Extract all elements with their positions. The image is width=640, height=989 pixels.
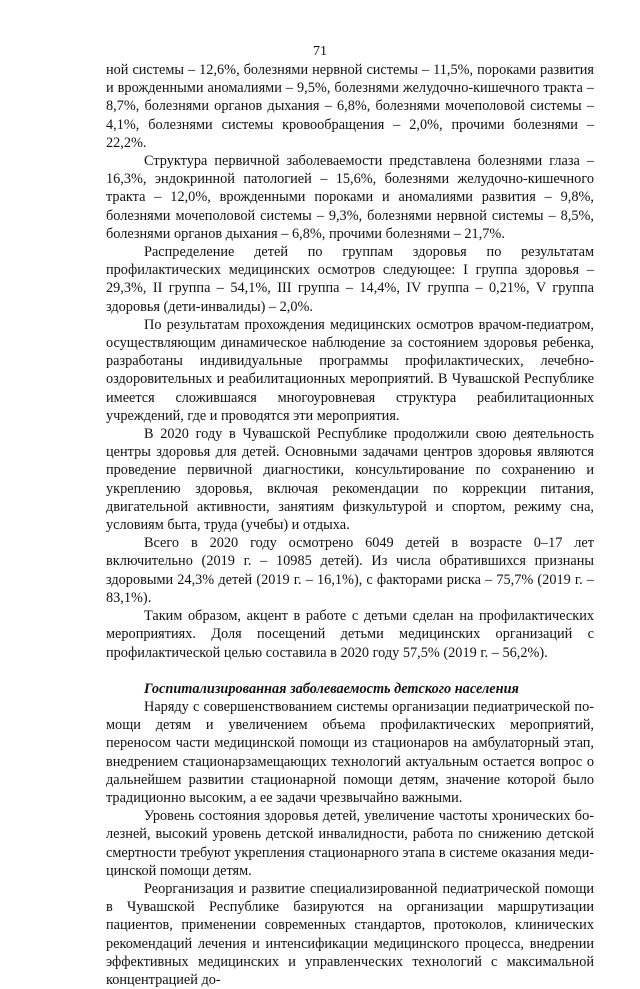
section-heading-hospitalized-morbidity: Госпитализированная заболеваемость детского населения — [144, 680, 519, 697]
paragraph-inpatient-care: Наряду с совершенствованием системы организации педиатрической помощи детям и увеличением объема профилактических мероприятий, переносом части медицинской помощи из стационаров на амбулаторный этап, внедрением стационарзамещающих технологий актуальным остается вопрос о дальнейшем развитии стационарной помощи детям, значение которой было традиционно высоким, а ее задачи чрезвычайно важными. — [106, 698, 594, 806]
paragraph-health-groups: Распределение детей по группам здоровья по результатам профилактических медицинских осмотров следующее: I группа здоровья – 29,3%, II группа – 54,1%, III группа – 14,4%, IV группа – 0,21%, V группа здоровья (дети-инвалиды) – 2,0%. — [106, 244, 594, 315]
paragraph-health-level: Уровень состояния здоровья детей, увеличение частоты хронических болезней, высокий уровень детской инвалидности, работа по снижению детской смертности требуют укрепления стационарного этапа в системе оказания медицинской помощи детям. — [106, 808, 594, 879]
paragraph-primary-morbidity: Структура первичной заболеваемости представлена болезнями глаза – 16,3%, эндокринной патологией – 15,6%, болезнями желудочно-кишечного тракта – 12,0%, врожденными пороками и аномалиями развития – 9,8%, болезнями мочеполовой системы – 9,3%, болезнями нервной системы – 8,5%, болезнями органов дыхания – 6,8%, прочими болезнями – 21,7%. — [106, 153, 594, 242]
document-body — [106, 61, 594, 989]
paragraph-reorganization: Реорганизация и развитие специализированной педиатрической помощи в Чувашской Республике базируются на организации маршрутизации пациентов, применении современных стандартов, протоколов, клинических рекомендаций лечения и интенсификации медицинского процесса, внедрении эффективных медицинских и управленческих технологий с максимальной концентрацией до- — [106, 880, 594, 988]
paragraph-preventive-visits: Таким образом, акцент в работе с детьми сделан на профилактических мероприятиях. Доля посещений детьми медицинских организаций с профилактической целью составила в 2020 году 57,5% (2019 г. – 56,2%). — [106, 608, 594, 661]
paragraph-medical-examinations: По результатам прохождения медицинских осмотров врачом-педиатром, осуществляющим динамическое наблюдение за состоянием здоровья ребенка, разработаны индивидуальные программы профилактических, лечебно-оздоровительных и реабилитационных мероприятий. В Чувашской Республике имеется сложившаяся многоуровневая структура реабилитационных учреждений, где и проводятся эти мероприятия. — [106, 316, 594, 424]
paragraph-health-centers: В 2020 году в Чувашской Республике продолжили свою деятельность центры здоровья для детей. Основными задачами центров здоровья являются проведение первичной диагностики, консультирование по сохранению и укреплению здоровья, включая рекомендации по коррекции питания, двигательной активности, занятиям физкультурой и спортом, режиму сна, условиям быта, труда (учебы) и отдыха. — [106, 426, 594, 534]
page-number: 71 — [313, 44, 327, 59]
paragraph-children-examined: Всего в 2020 году осмотрено 6049 детей в возрасте 0–17 лет включительно (2019 г. – 10985 детей). Из числа обратившихся признаны здоровыми 24,3% детей (2019 г. – 16,1%), с факторами риска – 75,7% (2019 г. – 83,1%). — [106, 535, 594, 606]
paragraph-disease-structure-continued: ной системы – 12,6%, болезнями нервной системы – 11,5%, пороками развития и врожденными аномалиями – 9,5%, болезнями желудочно-кишечного тракта – 8,7%, болезнями органов дыхания – 6,8%, болезнями мочеполовой системы – 4,1%, болезнями системы кровообращения – 2,0%, прочими болезнями – 22,2%. — [106, 62, 594, 151]
